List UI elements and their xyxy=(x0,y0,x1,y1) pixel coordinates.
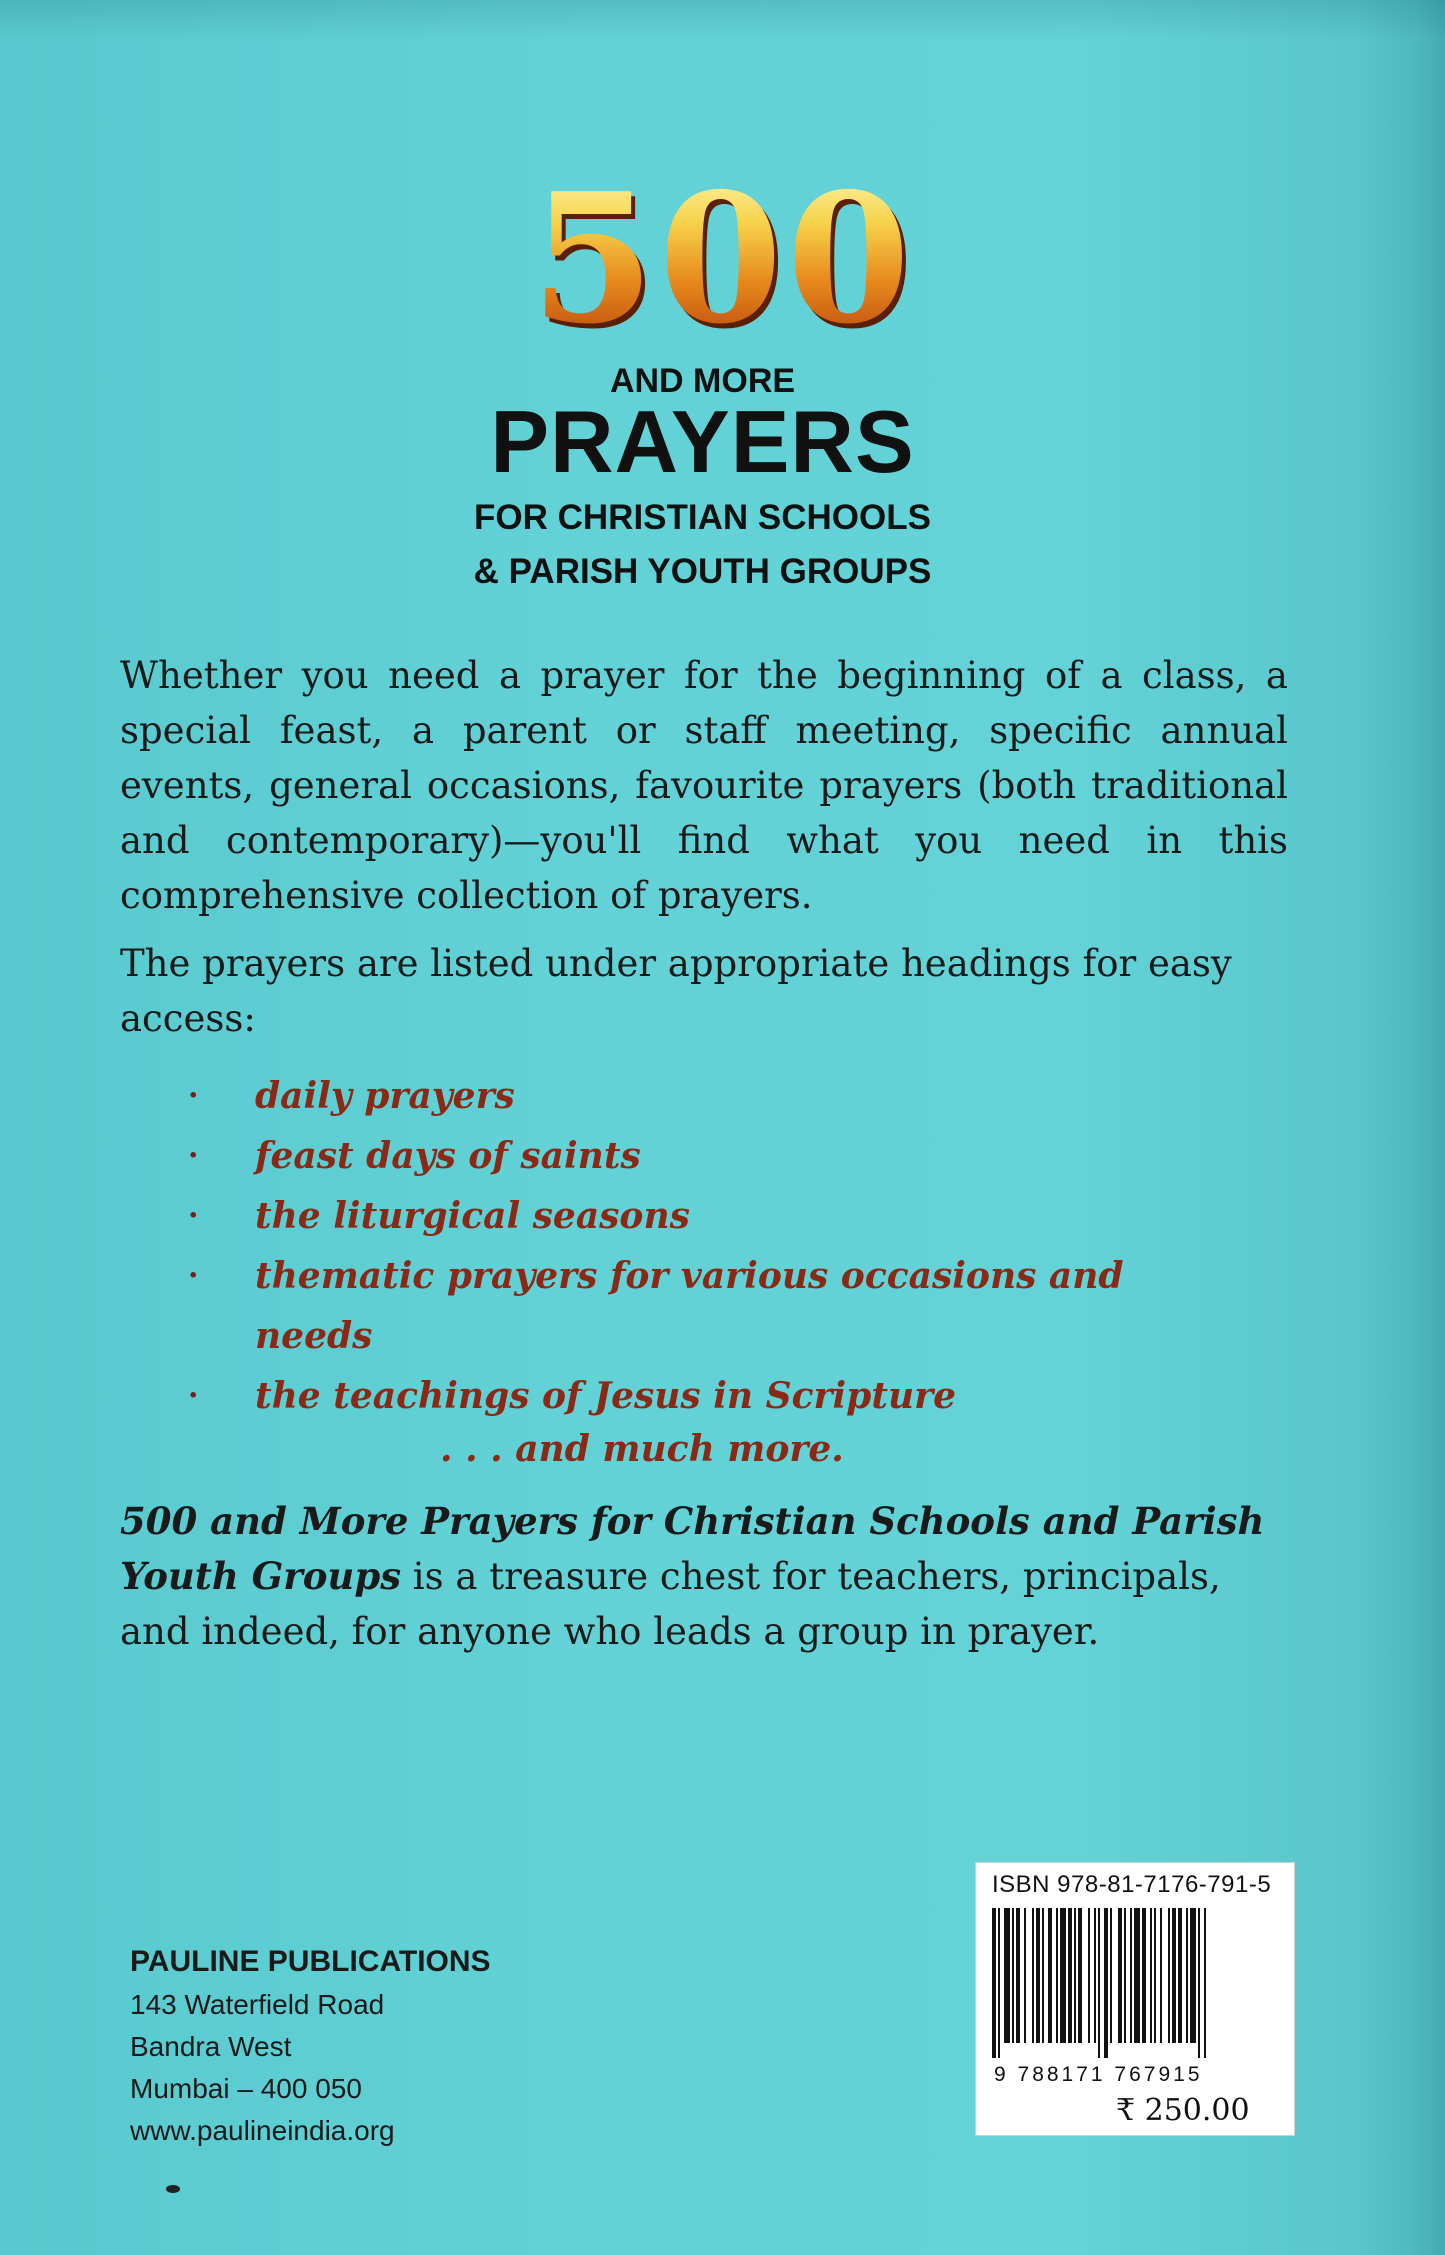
title-and-more: AND MORE xyxy=(609,362,796,400)
price-label: ₹ 250.00 xyxy=(1116,2093,1250,2128)
barcode-bar xyxy=(1012,1908,1014,2043)
barcode-bar xyxy=(1118,1908,1122,2043)
list-item-text: the teachings of Jesus in Scripture xyxy=(255,1375,957,1417)
barcode-bar xyxy=(1110,1908,1112,2043)
subtitle-line-2: & PARISH YOUTH GROUPS xyxy=(473,552,932,591)
closing-text: is a treasure chest for teachers, principals, and indeed, for anyone who leads a group in prayer. xyxy=(120,1555,1221,1653)
bullet-icon: · xyxy=(188,1078,199,1113)
list-item-text: thematic prayers for various occasions and needs xyxy=(255,1255,1124,1357)
list-item xyxy=(0,1066,1215,1126)
barcode-bar xyxy=(1024,1908,1026,2043)
isbn-text: ISBN 978-81-7176-791-5 xyxy=(992,1871,1272,1898)
subtitle-line-1: FOR CHRISTIAN SCHOOLS xyxy=(474,498,931,537)
barcode-bar xyxy=(1032,1908,1034,2043)
barcode-bar xyxy=(1172,1908,1176,2043)
barcode-bar xyxy=(1078,1908,1082,2043)
barcode-bar xyxy=(1204,1908,1206,2058)
title-number: 500 xyxy=(0,170,1445,348)
list-item xyxy=(0,1126,1215,1186)
much-more-line: . . . and much more. xyxy=(440,1428,844,1470)
barcode-bar xyxy=(1198,1908,1200,2058)
headings-intro-paragraph: The prayers are listed under appropriate headings for easy access: xyxy=(120,942,1232,1040)
description-paragraph: Whether you need a prayer for the beginning of a class, a special feast, a parent or staff meeting, specific annual events, general occasions, favourite prayers (both traditional and contemporary)—you'll find what you need in this comprehensive collection of prayers. xyxy=(120,654,1288,917)
publisher-block xyxy=(130,1940,491,2152)
headings-list xyxy=(0,1066,1445,1426)
barcode-bar xyxy=(1150,1908,1152,2043)
barcode-bar xyxy=(1098,1908,1100,2058)
barcode-bar xyxy=(1060,1908,1066,2043)
closing-book-title: 500 and More Prayers for Christian Schools and Parish Youth Groups xyxy=(120,1499,1265,1598)
publisher-address-2: Bandra West xyxy=(130,2031,292,2062)
publisher-website: www.paulineindia.org xyxy=(130,2115,395,2146)
list-item xyxy=(0,1366,1215,1426)
publisher-name: PAULINE PUBLICATIONS xyxy=(130,1945,491,1978)
barcode-bar xyxy=(1178,1908,1182,2043)
cover-speck xyxy=(166,2185,180,2193)
barcode-bar xyxy=(1004,1908,1010,2043)
closing-paragraph xyxy=(120,1494,1295,1659)
barcode-bar xyxy=(1104,1908,1108,2058)
barcode-bar xyxy=(1016,1908,1020,2043)
title-prayers: PRAYERS xyxy=(490,392,915,491)
barcode-bar xyxy=(1168,1908,1170,2043)
publisher-address-1: 143 Waterfield Road xyxy=(130,1989,385,2020)
bullet-icon: · xyxy=(188,1258,199,1293)
barcode-bar xyxy=(1124,1908,1126,2043)
barcode-bar xyxy=(1186,1908,1188,2043)
barcode-bar xyxy=(1130,1908,1132,2043)
cover-top-shadow xyxy=(0,0,1445,40)
barcode-bar xyxy=(1056,1908,1058,2043)
barcode-bar xyxy=(1160,1908,1162,2043)
barcode-bar xyxy=(998,1908,1000,2058)
barcode-bar xyxy=(1154,1908,1156,2043)
barcode-bar xyxy=(1088,1908,1090,2043)
barcode-bar xyxy=(1042,1908,1044,2043)
barcode-bar xyxy=(992,1908,996,2058)
list-item-text: the liturgical seasons xyxy=(255,1195,690,1237)
bullet-icon: · xyxy=(188,1198,199,1233)
barcode-bar xyxy=(1036,1908,1040,2043)
barcode-bar xyxy=(1074,1908,1076,2043)
bullet-icon: · xyxy=(188,1138,199,1173)
publisher-address-3: Mumbai – 400 050 xyxy=(130,2073,362,2104)
bullet-icon: · xyxy=(188,1378,199,1413)
barcode-label xyxy=(975,1862,1295,2136)
barcode-digits: 9 788171 767915 xyxy=(994,2063,1203,2086)
list-item-text: feast days of saints xyxy=(255,1135,641,1177)
barcode-bar xyxy=(1094,1908,1096,2043)
barcode-bar xyxy=(1142,1908,1146,2043)
barcode-bar xyxy=(1068,1908,1072,2043)
barcode-image xyxy=(992,1908,1277,2058)
list-item xyxy=(0,1186,1215,1246)
list-item xyxy=(0,1246,1215,1366)
barcode-bar xyxy=(1134,1908,1140,2043)
barcode-bar xyxy=(1190,1908,1196,2043)
barcode-bar xyxy=(1048,1908,1052,2043)
list-item-text: daily prayers xyxy=(255,1075,515,1117)
